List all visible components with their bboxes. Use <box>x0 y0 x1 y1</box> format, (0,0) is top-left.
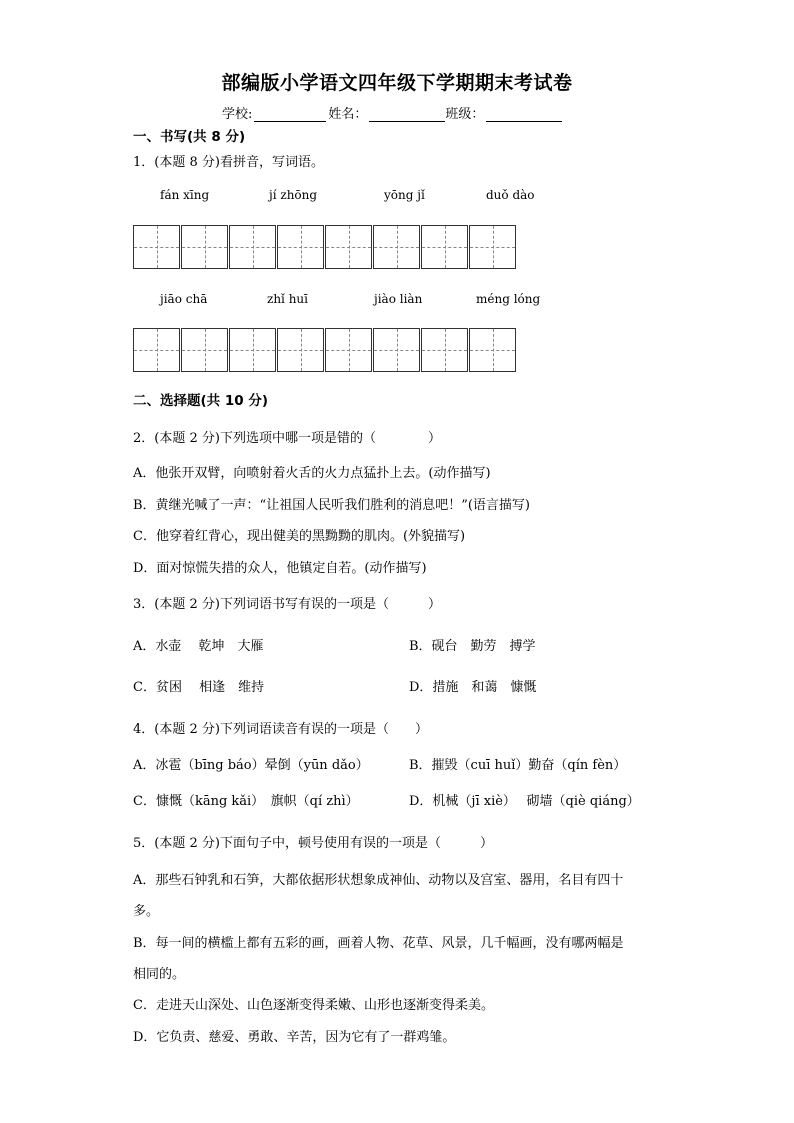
writing-cell[interactable] <box>133 328 180 372</box>
pinyin-label: jiào liàn <box>374 292 423 306</box>
q5-option-a[interactable]: A．那些石钟乳和石笋，大都依据形状想象成神仙、动物以及宫室、器用，名目有四十 <box>133 873 624 888</box>
q5-option-c[interactable]: C．走进天山深处、山色逐渐变得柔嫩、山形也逐渐变得柔美。 <box>133 998 494 1013</box>
question-4-stem: 4．(本题 2 分)下列词语读音有误的一项是（ ） <box>133 722 428 737</box>
writing-cell[interactable] <box>469 328 516 372</box>
name-label: 姓名： <box>328 107 368 122</box>
question-5-stem: 5．(本题 2 分)下面句子中，顿号使用有误的一项是（ ） <box>133 836 493 851</box>
q4-option-c[interactable]: C．慷慨（kāng kǎi） 旗帜（qí zhì） <box>133 794 359 809</box>
q5-option-b-cont: 相同的。 <box>133 967 186 982</box>
q4-option-d[interactable]: D．机械（jī xiè） 砌墙（qiè qiáng） <box>409 794 640 809</box>
writing-cell[interactable] <box>277 225 324 269</box>
pinyin-label: zhǐ huī <box>267 292 308 306</box>
writing-cell[interactable] <box>277 328 324 372</box>
writing-cell[interactable] <box>133 225 180 269</box>
writing-cell[interactable] <box>421 328 468 372</box>
writing-cell[interactable] <box>181 328 228 372</box>
q3-option-b[interactable]: B．砚台 勤劳 搏学 <box>409 639 536 654</box>
q4-option-a[interactable]: A．冰雹（bīng báo）晕倒（yūn dǎo） <box>133 758 369 773</box>
q2-option-c[interactable]: C．他穿着红背心，现出健美的黑黝黝的肌肉。(外貌描写) <box>133 529 466 544</box>
pinyin-label: jí zhōng <box>269 188 318 202</box>
class-label: 班级： <box>445 107 485 122</box>
student-info <box>222 103 562 122</box>
pinyin-label: jiāo chā <box>160 292 208 306</box>
school-field[interactable] <box>254 107 326 122</box>
school-label: 学校: <box>222 107 253 122</box>
pinyin-label: duǒ dào <box>486 188 535 202</box>
pinyin-label: méng lóng <box>476 292 541 306</box>
pinyin-label: fán xīng <box>160 188 210 202</box>
q3-option-a[interactable]: A．水壶 乾坤 大雁 <box>133 639 264 654</box>
q2-option-b[interactable]: B．黄继光喊了一声：“让祖国人民听我们胜利的消息吧！”(语言描写) <box>133 498 530 513</box>
class-field[interactable] <box>486 107 562 122</box>
q2-option-d[interactable]: D．面对惊慌失措的众人，他镇定自若。(动作描写) <box>133 561 427 576</box>
writing-cell[interactable] <box>373 328 420 372</box>
page-title: 部编版小学语文四年级下学期期末考试卷 <box>221 72 573 94</box>
writing-cell[interactable] <box>229 225 276 269</box>
writing-cell[interactable] <box>373 225 420 269</box>
q5-option-a-cont: 多。 <box>133 904 160 919</box>
q5-option-d[interactable]: D．它负责、慈爱、勇敢、辛苦，因为它有了一群鸡雏。 <box>133 1030 456 1045</box>
question-1-stem: 1．(本题 8 分)看拼音，写词语。 <box>133 155 324 170</box>
writing-grid-row-1[interactable] <box>133 225 517 269</box>
q3-option-c[interactable]: C．贫困 相逢 维持 <box>133 680 265 695</box>
pinyin-label: yōng jǐ <box>384 188 425 202</box>
writing-cell[interactable] <box>229 328 276 372</box>
writing-cell[interactable] <box>325 328 372 372</box>
q2-option-a[interactable]: A．他张开双臂，向喷射着火舌的火力点猛扑上去。(动作描写) <box>133 466 491 481</box>
writing-cell[interactable] <box>181 225 228 269</box>
q3-option-d[interactable]: D．措施 和蔼 慷慨 <box>409 680 537 695</box>
section-2-heading: 二、选择题(共 10 分) <box>133 393 269 409</box>
q5-option-b[interactable]: B．每一间的横槛上都有五彩的画，画着人物、花草、风景，几千幅画，没有哪两幅是 <box>133 936 624 951</box>
writing-cell[interactable] <box>325 225 372 269</box>
writing-cell[interactable] <box>469 225 516 269</box>
writing-cell[interactable] <box>421 225 468 269</box>
question-2-stem: 2．(本题 2 分)下列选项中哪一项是错的（ ） <box>133 431 441 446</box>
writing-grid-row-2[interactable] <box>133 328 517 372</box>
question-3-stem: 3．(本题 2 分)下列词语书写有误的一项是（ ） <box>133 597 441 612</box>
section-1-heading: 一、书写(共 8 分) <box>133 129 246 145</box>
name-field[interactable] <box>369 107 445 122</box>
q4-option-b[interactable]: B．摧毁（cuī huǐ）勤奋（qín fèn） <box>409 758 627 773</box>
